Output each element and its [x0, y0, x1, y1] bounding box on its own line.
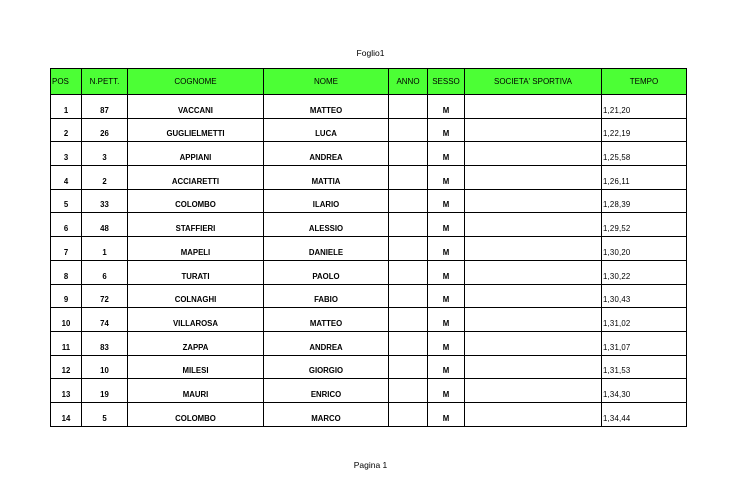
- header-row: [51, 69, 687, 95]
- table-row: [51, 331, 687, 355]
- cell-pett: 10: [82, 355, 128, 379]
- cell-pos: 5: [51, 189, 82, 213]
- cell-sesso: M: [428, 95, 465, 119]
- cell-pos: 4: [51, 166, 82, 190]
- cell-sesso: M: [428, 379, 465, 403]
- cell-pett: 6: [82, 260, 128, 284]
- cell-anno: [389, 95, 428, 119]
- cell-societa: [465, 402, 602, 426]
- cell-sesso: M: [428, 260, 465, 284]
- cell-pett: 87: [82, 95, 128, 119]
- cell-pett: 2: [82, 166, 128, 190]
- cell-pos: 2: [51, 118, 82, 142]
- table-row: [51, 379, 687, 403]
- cell-anno: [389, 237, 428, 261]
- cell-sesso: M: [428, 284, 465, 308]
- cell-pett: 19: [82, 379, 128, 403]
- cell-societa: [465, 260, 602, 284]
- cell-cognome: MAURI: [128, 379, 264, 403]
- cell-tempo: 1,25,58: [602, 142, 687, 166]
- cell-pett: 5: [82, 402, 128, 426]
- cell-nome: FABIO: [264, 284, 389, 308]
- header-pos: POS: [51, 69, 82, 95]
- table-row: [51, 189, 687, 213]
- cell-nome: ILARIO: [264, 189, 389, 213]
- cell-anno: [389, 213, 428, 237]
- cell-tempo: 1,31,07: [602, 331, 687, 355]
- cell-tempo: 1,34,30: [602, 379, 687, 403]
- cell-nome: ALESSIO: [264, 213, 389, 237]
- cell-pett: 33: [82, 189, 128, 213]
- cell-cognome: COLOMBO: [128, 189, 264, 213]
- page-footer: Pagina 1: [353, 460, 388, 470]
- cell-nome: MATTEO: [264, 95, 389, 119]
- cell-tempo: 1,30,22: [602, 260, 687, 284]
- results-table: [50, 68, 687, 427]
- cell-societa: [465, 331, 602, 355]
- table-row: [51, 260, 687, 284]
- cell-tempo: 1,26,11: [602, 166, 687, 190]
- cell-societa: [465, 237, 602, 261]
- cell-anno: [389, 284, 428, 308]
- cell-sesso: M: [428, 166, 465, 190]
- cell-societa: [465, 308, 602, 332]
- cell-cognome: ACCIARETTI: [128, 166, 264, 190]
- cell-pos: 8: [51, 260, 82, 284]
- cell-societa: [465, 355, 602, 379]
- table-row: [51, 308, 687, 332]
- cell-anno: [389, 189, 428, 213]
- table-row: [51, 355, 687, 379]
- sheet-title: Foglio1: [356, 48, 385, 58]
- cell-tempo: 1,30,20: [602, 237, 687, 261]
- cell-cognome: COLOMBO: [128, 402, 264, 426]
- header-pett: N.PETT.: [82, 69, 128, 95]
- cell-societa: [465, 118, 602, 142]
- cell-pett: 26: [82, 118, 128, 142]
- cell-sesso: M: [428, 142, 465, 166]
- table-row: [51, 166, 687, 190]
- cell-sesso: M: [428, 189, 465, 213]
- cell-tempo: 1,34,44: [602, 402, 687, 426]
- cell-anno: [389, 308, 428, 332]
- cell-anno: [389, 260, 428, 284]
- cell-sesso: M: [428, 402, 465, 426]
- cell-cognome: COLNAGHI: [128, 284, 264, 308]
- cell-nome: ANDREA: [264, 331, 389, 355]
- cell-nome: GIORGIO: [264, 355, 389, 379]
- cell-sesso: M: [428, 118, 465, 142]
- table-row: [51, 284, 687, 308]
- cell-tempo: 1,29,52: [602, 213, 687, 237]
- cell-cognome: MAPELI: [128, 237, 264, 261]
- cell-societa: [465, 213, 602, 237]
- cell-cognome: GUGLIELMETTI: [128, 118, 264, 142]
- cell-sesso: M: [428, 355, 465, 379]
- cell-anno: [389, 118, 428, 142]
- cell-tempo: 1,31,53: [602, 355, 687, 379]
- cell-societa: [465, 284, 602, 308]
- cell-cognome: MILESI: [128, 355, 264, 379]
- table-row: [51, 237, 687, 261]
- cell-tempo: 1,28,39: [602, 189, 687, 213]
- cell-sesso: M: [428, 308, 465, 332]
- header-tempo: TEMPO: [602, 69, 687, 95]
- cell-nome: ENRICO: [264, 379, 389, 403]
- table-row: [51, 142, 687, 166]
- cell-sesso: M: [428, 331, 465, 355]
- cell-nome: DANIELE: [264, 237, 389, 261]
- table-row: [51, 402, 687, 426]
- header-societa: SOCIETA' SPORTIVA: [465, 69, 602, 95]
- cell-nome: PAOLO: [264, 260, 389, 284]
- cell-societa: [465, 379, 602, 403]
- cell-pett: 1: [82, 237, 128, 261]
- cell-pos: 11: [51, 331, 82, 355]
- cell-cognome: ZAPPA: [128, 331, 264, 355]
- header-anno: ANNO: [389, 69, 428, 95]
- cell-pos: 13: [51, 379, 82, 403]
- cell-pett: 74: [82, 308, 128, 332]
- cell-pos: 1: [51, 95, 82, 119]
- cell-tempo: 1,22,19: [602, 118, 687, 142]
- cell-pos: 3: [51, 142, 82, 166]
- cell-pos: 10: [51, 308, 82, 332]
- cell-tempo: 1,21,20: [602, 95, 687, 119]
- cell-pett: 3: [82, 142, 128, 166]
- cell-nome: LUCA: [264, 118, 389, 142]
- cell-pett: 48: [82, 213, 128, 237]
- cell-cognome: STAFFIERI: [128, 213, 264, 237]
- header-sesso: SESSO: [428, 69, 465, 95]
- cell-societa: [465, 142, 602, 166]
- cell-societa: [465, 166, 602, 190]
- cell-pett: 72: [82, 284, 128, 308]
- cell-nome: ANDREA: [264, 142, 389, 166]
- cell-anno: [389, 142, 428, 166]
- cell-tempo: 1,31,02: [602, 308, 687, 332]
- cell-anno: [389, 402, 428, 426]
- cell-societa: [465, 95, 602, 119]
- cell-nome: MARCO: [264, 402, 389, 426]
- cell-societa: [465, 189, 602, 213]
- cell-cognome: VILLAROSA: [128, 308, 264, 332]
- cell-anno: [389, 355, 428, 379]
- table-row: [51, 95, 687, 119]
- cell-cognome: TURATI: [128, 260, 264, 284]
- cell-anno: [389, 166, 428, 190]
- cell-tempo: 1,30,43: [602, 284, 687, 308]
- cell-nome: MATTEO: [264, 308, 389, 332]
- cell-anno: [389, 379, 428, 403]
- cell-pos: 6: [51, 213, 82, 237]
- cell-cognome: APPIANI: [128, 142, 264, 166]
- cell-pos: 7: [51, 237, 82, 261]
- cell-pos: 14: [51, 402, 82, 426]
- cell-pos: 12: [51, 355, 82, 379]
- cell-cognome: VACCANI: [128, 95, 264, 119]
- cell-sesso: M: [428, 237, 465, 261]
- cell-pos: 9: [51, 284, 82, 308]
- cell-sesso: M: [428, 213, 465, 237]
- table-row: [51, 118, 687, 142]
- cell-anno: [389, 331, 428, 355]
- header-nome: NOME: [264, 69, 389, 95]
- cell-nome: MATTIA: [264, 166, 389, 190]
- table-row: [51, 213, 687, 237]
- header-cognome: COGNOME: [128, 69, 264, 95]
- cell-pett: 83: [82, 331, 128, 355]
